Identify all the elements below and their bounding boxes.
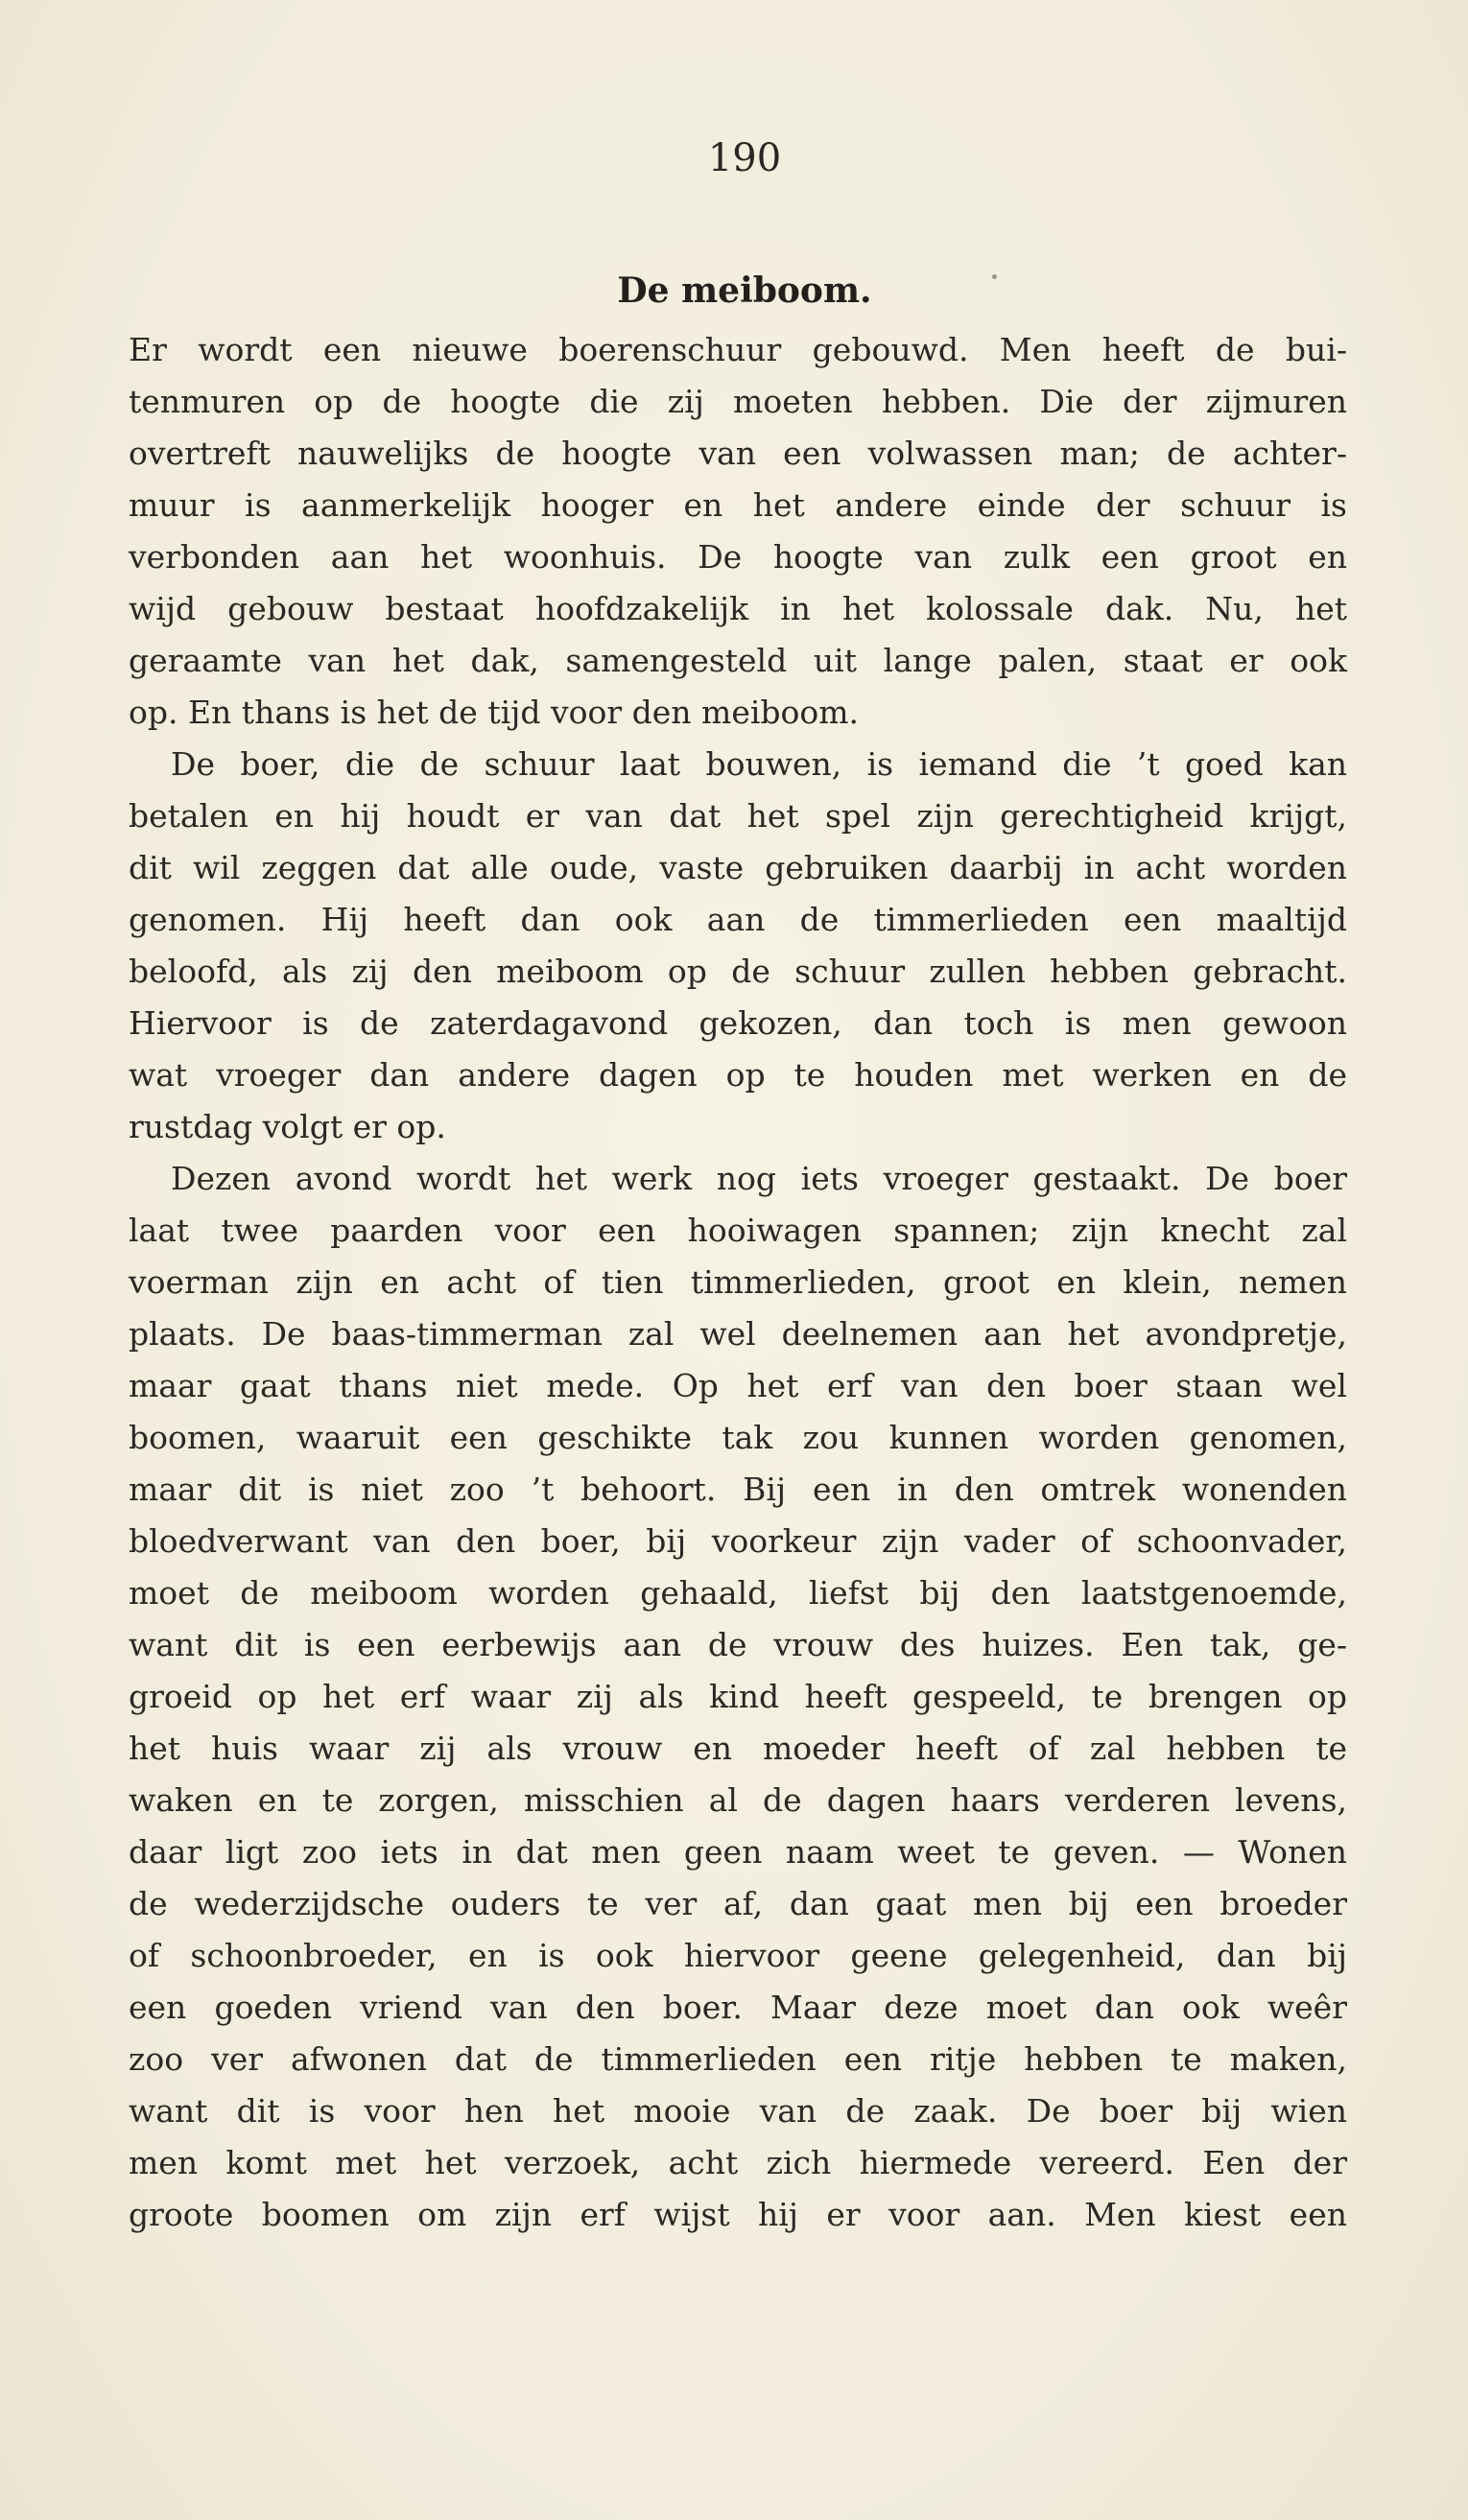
text-line: boomen, waaruit een geschikte tak zou kunnen worden genomen, (129, 1419, 1347, 1456)
text-line: plaats. De baas-timmerman zal wel deelnemen aan het avondpretje, (129, 1315, 1347, 1353)
paper-speck (992, 274, 997, 279)
text-line: rustdag volgt er op. (129, 1108, 446, 1145)
text-line: tenmuren op de hoogte die zij moeten hebben. Die der zijmuren (129, 383, 1347, 420)
text-line: want dit is voor hen het mooie van de zaak. De boer bij wien (129, 2092, 1347, 2130)
text-line: maar gaat thans niet mede. Op het erf van den boer staan wel (129, 1367, 1347, 1404)
text-line: men komt met het verzoek, acht zich hiermede vereerd. Een der (129, 2144, 1347, 2181)
text-line: daar ligt zoo iets in dat men geen naam weet te geven. — Wonen (129, 1833, 1347, 1871)
text-line: geraamte van het dak, samengesteld uit lange palen, staat er ook (129, 642, 1347, 679)
text-line: wijd gebouw bestaat hoofdzakelijk in het kolossale dak. Nu, het (129, 590, 1347, 627)
text-line: Dezen avond wordt het werk nog iets vroeger gestaakt. De boer (171, 1160, 1347, 1197)
text-line: laat twee paarden voor een hooiwagen spannen; zijn knecht zal (129, 1212, 1347, 1249)
body-text (129, 324, 1347, 2241)
text-line: maar dit is niet zoo ’t behoort. Bij een in den omtrek wonenden (129, 1471, 1347, 1508)
text-line: waken en te zorgen, misschien al de dagen haars verderen levens, (129, 1781, 1347, 1819)
text-line: De boer, die de schuur laat bouwen, is iemand die ’t goed kan (171, 745, 1347, 783)
text-line: de wederzijdsche ouders te ver af, dan gaat men bij een broeder (129, 1885, 1347, 1922)
text-line: groeid op het erf waar zij als kind heeft gespeeld, te brengen op (129, 1678, 1347, 1715)
text-line: wat vroeger dan andere dagen op te houden met werken en de (129, 1056, 1347, 1094)
text-line: muur is aanmerkelijk hooger en het andere einde der schuur is (129, 486, 1347, 524)
text-line: genomen. Hij heeft dan ook aan de timmerlieden een maaltijd (129, 901, 1347, 938)
text-line: voerman zijn en acht of tien timmerlieden, groot en klein, nemen (129, 1263, 1347, 1301)
text-line: dit wil zeggen dat alle oude, vaste gebruiken daarbij in acht worden (129, 849, 1347, 886)
text-line: verbonden aan het woonhuis. De hoogte van zulk een groot en (129, 538, 1347, 576)
page-number: 190 (707, 136, 782, 180)
text-line: Hiervoor is de zaterdagavond gekozen, dan toch is men gewoon (129, 1004, 1347, 1042)
text-line: bloedverwant van den boer, bij voorkeur zijn vader of schoonvader, (129, 1522, 1347, 1560)
text-line: groote boomen om zijn erf wijst hij er voor aan. Men kiest een (129, 2196, 1347, 2233)
chapter-title: De meiboom. (617, 271, 872, 311)
text-line: een goeden vriend van den boer. Maar deze moet dan ook weêr (129, 1989, 1347, 2026)
text-line: overtreft nauwelijks de hoogte van een volwassen man; de achter- (129, 435, 1347, 472)
text-line: betalen en hij houdt er van dat het spel zijn gerechtigheid krijgt, (129, 797, 1347, 835)
text-line: Er wordt een nieuwe boerenschuur gebouwd. Men heeft de bui- (129, 331, 1347, 368)
text-line: want dit is een eerbewijs aan de vrouw des huizes. Een tak, ge- (129, 1626, 1347, 1663)
text-line: moet de meiboom worden gehaald, liefst bij den laatstgenoemde, (129, 1574, 1347, 1612)
text-line: het huis waar zij als vrouw en moeder heeft of zal hebben te (129, 1730, 1347, 1767)
text-line: of schoonbroeder, en is ook hiervoor geene gelegenheid, dan bij (129, 1937, 1347, 1974)
text-line: zoo ver afwonen dat de timmerlieden een ritje hebben te maken, (129, 2040, 1347, 2078)
text-line: beloofd, als zij den meiboom op de schuur zullen hebben gebracht. (129, 953, 1347, 990)
text-line: op. En thans is het de tijd voor den meiboom. (129, 694, 860, 731)
